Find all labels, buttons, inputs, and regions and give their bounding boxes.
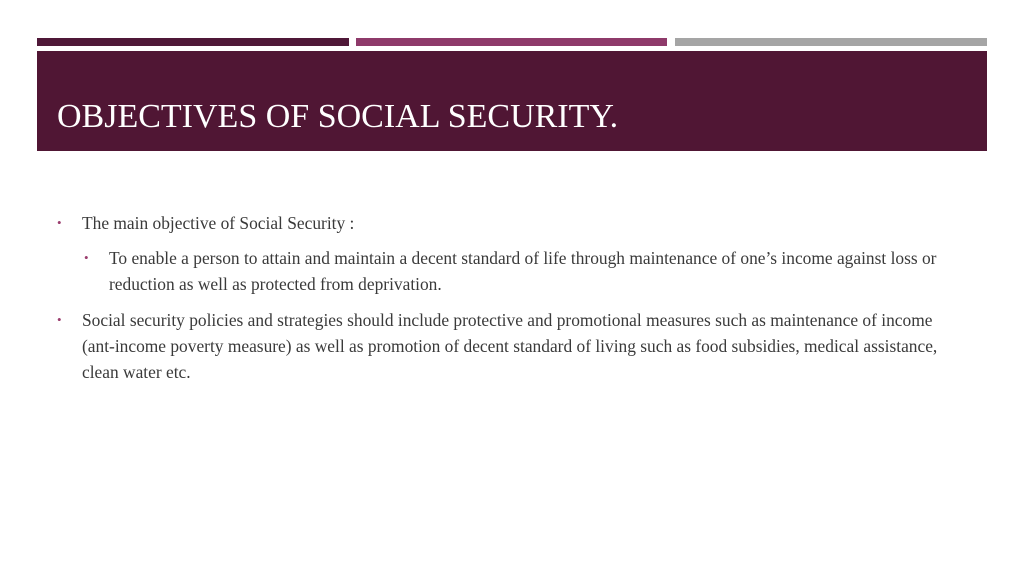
slide-body bbox=[57, 210, 957, 394]
accent-bar-gray bbox=[675, 38, 987, 46]
bullet-marker: • bbox=[84, 250, 89, 265]
bullet-text: The main objective of Social Security : bbox=[82, 213, 355, 233]
sub-bullet-item bbox=[84, 245, 957, 297]
slide-title: OBJECTIVES OF SOCIAL SECURITY. bbox=[57, 98, 619, 135]
bullet-item bbox=[57, 307, 957, 385]
bullet-marker: • bbox=[57, 312, 62, 327]
bullet-item bbox=[57, 210, 957, 236]
accent-bar-magenta bbox=[356, 38, 667, 46]
bullet-text: Social security policies and strategies should include protective and promotional measures such as maintenance of income (ant-income poverty measure) as well as promotion of decent standard of living such as food subsidies, medical assistance, clean water etc. bbox=[82, 310, 938, 382]
bullet-text: To enable a person to attain and maintain a decent standard of life through maintenance of one’s income against loss or reduction as well as protected from deprivation. bbox=[109, 248, 937, 294]
accent-bar-dark bbox=[37, 38, 349, 46]
title-band bbox=[37, 51, 987, 151]
bullet-marker: • bbox=[57, 215, 62, 230]
